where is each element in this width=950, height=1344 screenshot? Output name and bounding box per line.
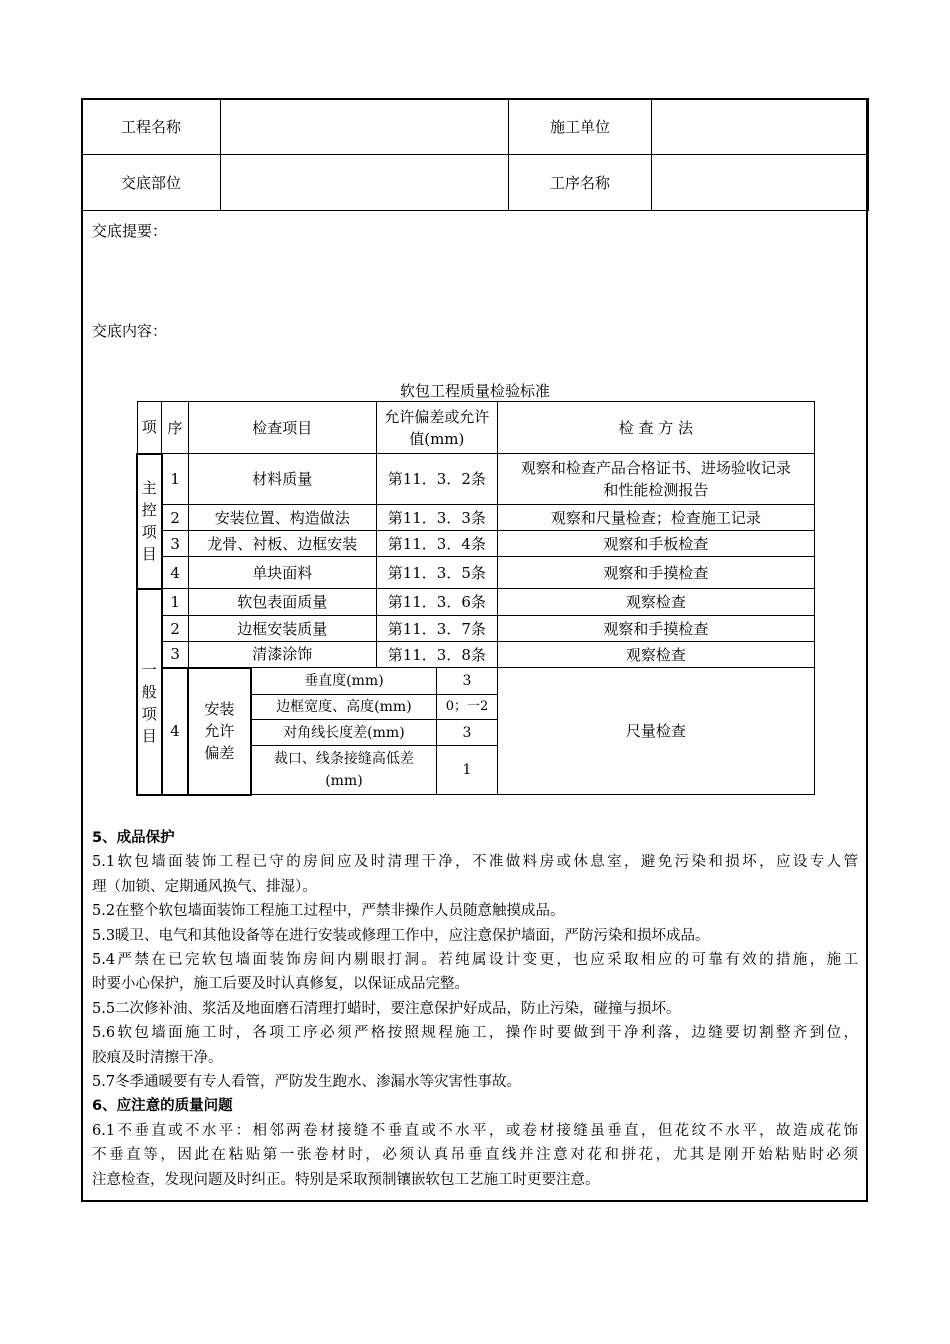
construction-unit-value[interactable] <box>652 99 869 155</box>
process-name-value[interactable] <box>652 155 869 211</box>
col-header-item: 项 <box>137 402 162 454</box>
install-deviation-label: 安装 允许 偏差 <box>188 668 250 795</box>
disclosure-part-label: 交底部位 <box>82 155 221 211</box>
paragraph-5-4-line1: 5.4严禁在已完软包墙面装饰房间内剔眼打洞。若纯属设计变更，也应采取相应的可靠有效的措施，施工 <box>92 952 858 969</box>
header-table <box>81 98 869 211</box>
table-header-row <box>137 402 815 454</box>
quality-standard-table <box>136 401 815 796</box>
general-group: 一 般 项 目 <box>137 589 162 795</box>
table-row: 裁口、线条接缝高低差 (mm) 1 <box>137 746 815 795</box>
quality-table-title: 软包工程质量检验标准 <box>399 382 550 400</box>
table-row: 对角线长度差(mm) 3 <box>137 720 815 746</box>
table-row: 3 清漆涂饰 第11．3．8条 观察检查 <box>137 642 815 668</box>
project-name-value[interactable] <box>221 99 509 155</box>
paragraph-5-2: 5.2在整个软包墙面装饰工程施工过程中，严禁非操作人员随意触摸成品。 <box>92 903 565 920</box>
paragraph-5-7: 5.7冬季通暖要有专人看管，严防发生跑水、渗漏水等灾害性事故。 <box>92 1074 522 1091</box>
project-name-label: 工程名称 <box>82 99 221 155</box>
table-row: 3 龙骨、衬板、边框安装 第11．3．4条 观察和手板检查 <box>137 531 815 557</box>
paragraph-6-1-line3: 注意检查，发现问题及时纠正。特别是采取预制镶嵌软包工艺施工时更要注意。 <box>92 1171 600 1188</box>
install-deviation-method: 尺量检查 <box>497 668 814 795</box>
paragraph-5-3: 5.3暖卫、电气和其他设备等在进行安装或修理工作中，应注意保护墙面，严防污染和损坏成品。 <box>92 927 710 944</box>
content-label: 交底内容： <box>92 322 168 340</box>
section6-heading: 6、应注意的质量问题 <box>92 1098 233 1115</box>
paragraph-5-1-line1: 5.1软包墙面装饰工程已守的房间应及时清理干净，不准做料房或休息室，避免污染和损坏，应设专人管 <box>92 854 858 871</box>
table-row: 2 边框安装质量 第11．3．7条 观察和手摸检查 <box>137 616 815 642</box>
col-header-deviation: 允许偏差或允许 值(mm) <box>376 402 497 454</box>
table-row: 一 般 项 目 1 软包表面质量 第11．3．6条 观察检查 <box>137 589 815 616</box>
paragraph-6-1-line1: 6.1不垂直或不水平：相邻两卷材接缝不垂直或不水平，或卷材接缝虽垂直，但花纹不水平，故造成花饰 <box>92 1122 858 1139</box>
col-header-seq: 序 <box>162 402 189 454</box>
paragraph-5-6-line2: 胶痕及时清擦干净。 <box>92 1049 223 1066</box>
process-name-label: 工序名称 <box>509 155 652 211</box>
section5-heading: 5、成品保护 <box>92 830 175 846</box>
table-row: 边框宽度、高度(mm) 0；一2 <box>137 695 815 720</box>
paragraph-6-1-line2: 不垂直等，因此在粘贴第一张卷材时，必须认真吊垂直线并注意对花和拼花，尤其是刚开始粘贴时必须 <box>92 1147 858 1164</box>
paragraph-5-6-line1: 5.6软包墙面施工时，各项工序必须严格按照规程施工，操作时要做到干净利落，边缝要切割整齐到位， <box>92 1025 858 1042</box>
table-row: 主 控 项 目 1 材料质量 第11．3．2条 观察和检查产品合格证书、进场验收记录 和性能检测报告 <box>137 454 815 505</box>
table-row: 2 安装位置、构造做法 第11．3．3条 观察和尺量检查；检查施工记录 <box>137 505 815 531</box>
main-control-group: 主 控 项 目 <box>137 454 162 589</box>
paragraph-5-4-line2: 时要小心保护，施工后要及时认真修复，以保证成品完整。 <box>92 976 469 993</box>
col-header-check-item: 检查项目 <box>188 402 376 454</box>
body-text <box>92 826 858 1192</box>
table-row: 4 单块面料 第11．3．5条 观察和手摸检查 <box>137 557 815 589</box>
table-row: 4 安装 允许 偏差 垂直度(mm) 3 尺量检查 <box>137 668 815 695</box>
summary-label: 交底提要： <box>92 222 168 240</box>
paragraph-5-5: 5.5二次修补油、浆活及地面磨石清理打蜡时，要注意保护好成品，防止污染，碰撞与损坏。 <box>92 1000 681 1017</box>
paragraph-5-1-line2: 理（加锁、定期通风换气、排湿）。 <box>92 878 317 895</box>
col-header-method: 检 查 方 法 <box>497 402 814 454</box>
disclosure-part-value[interactable] <box>221 155 509 211</box>
construction-unit-label: 施工单位 <box>509 99 652 155</box>
